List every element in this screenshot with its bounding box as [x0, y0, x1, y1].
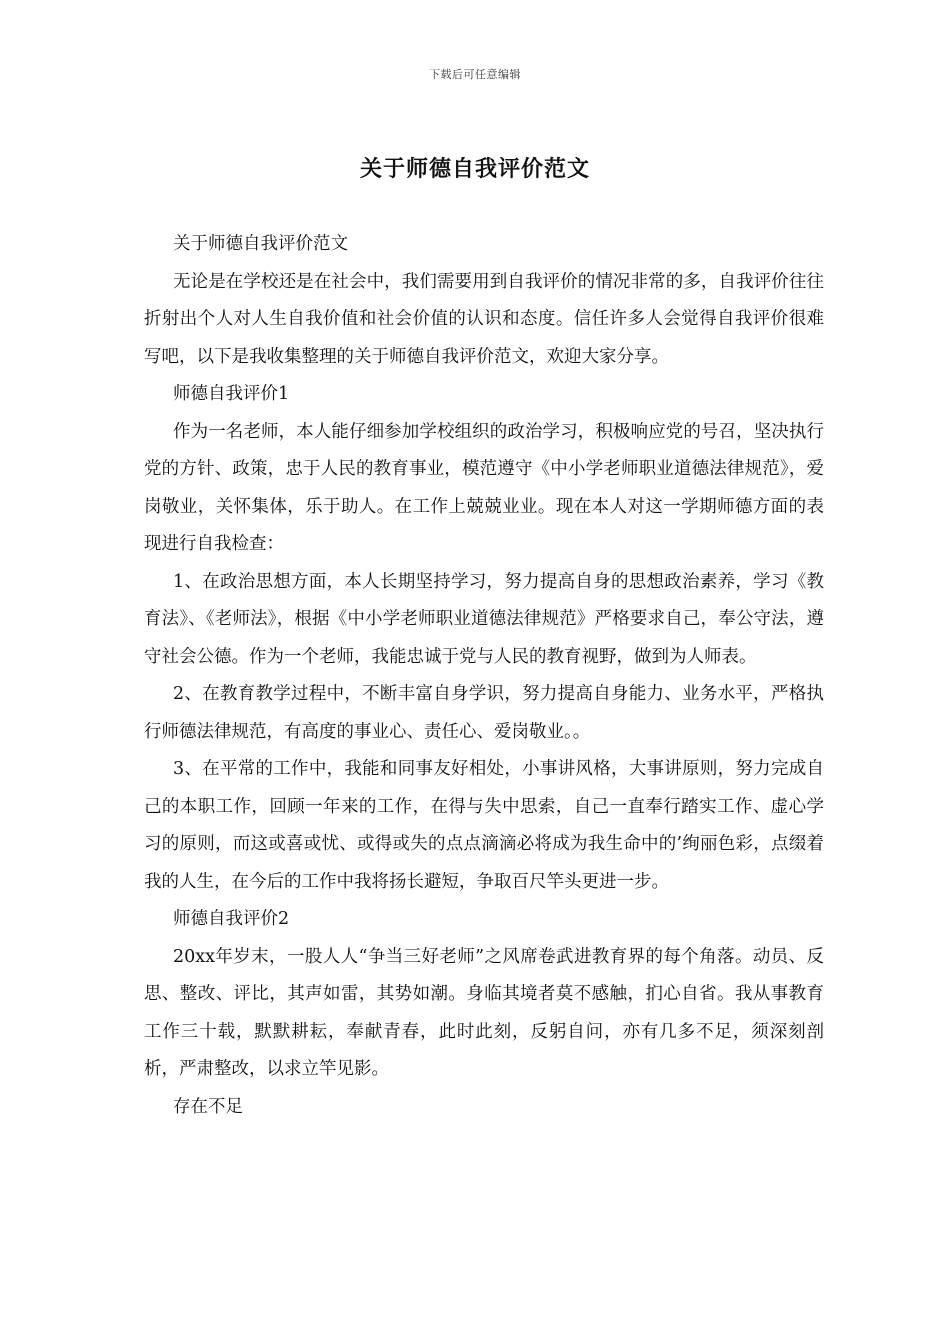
- document-title: 关于师德自我评价范文: [359, 156, 590, 182]
- header-note: 下载后可任意编辑: [429, 68, 521, 81]
- paragraph-section2-intro: 20xx年岁末，一股人人“争当三好老师”之风席卷武进教育界的每个角落。动员、反思、整改、评比，其声如雷，其势如潮。身临其境者莫不感触，扪心自省。我从事教育工作三十载，默默耕耘，奉献青春，此时此刻，反躬自问，亦有几多不足，须深刻剖析，严肃整改，以求立竿见影。: [144, 946, 824, 1079]
- paragraph-point-3: 3、在平常的工作中，我能和同事友好相处，小事讲风格，大事讲原则，努力完成自己的本职工作，回顾一年来的工作，在得与失中思索，自己一直奉行踏实工作、虚心学习的原则，而这或喜或忧、或得或失的点点滴滴必将成为我生命中的’绚丽色彩，点缀着我的人生，在今后的工作中我将扬长避短，争取百尺竿头更进一步。: [144, 759, 824, 892]
- paragraph-point-2: 2、在教育教学过程中，不断丰富自身学识，努力提高自身能力、业务水平，严格执行师德法律规范，有高度的事业心、责任心、爱岗敬业。。: [144, 684, 824, 742]
- paragraph-point-1: 1、在政治思想方面，本人长期坚持学习，努力提高自身的思想政治素养，学习《教育法》、《老师法》，根据《中小学老师职业道德法律规范》严格要求自己，奉公守法，遵守社会公德。作为一个老师，我能忠诚于党与人民的教育视野，做到为人师表。: [144, 571, 824, 667]
- paragraph-intro: 无论是在学校还是在社会中，我们需要用到自我评价的情况非常的多，自我评价往往折射出个人对人生自我价值和社会价值的认识和态度。信任许多人会觉得自我评价很难写吧，以下是我收集整理的关于师德自我评价范文，欢迎大家分享。: [144, 271, 824, 367]
- paragraph-shortcomings-heading: 存在不足: [173, 1096, 243, 1117]
- document-body: [144, 226, 824, 1126]
- paragraph-subtitle: 关于师德自我评价范文: [173, 234, 348, 254]
- section-heading-2: 师德自我评价2: [173, 909, 290, 929]
- section-heading-1: 师德自我评价1: [173, 384, 290, 404]
- paragraph-section1-intro: 作为一名老师，本人能仔细参加学校组织的政治学习，积极响应党的号召，坚决执行党的方针、政策，忠于人民的教育事业，模范遵守《中小学老师职业道德法律规范》，爱岗敬业，关怀集体，乐于助人。在工作上兢兢业业。现在本人对这一学期师德方面的表现进行自我检查：: [144, 421, 824, 554]
